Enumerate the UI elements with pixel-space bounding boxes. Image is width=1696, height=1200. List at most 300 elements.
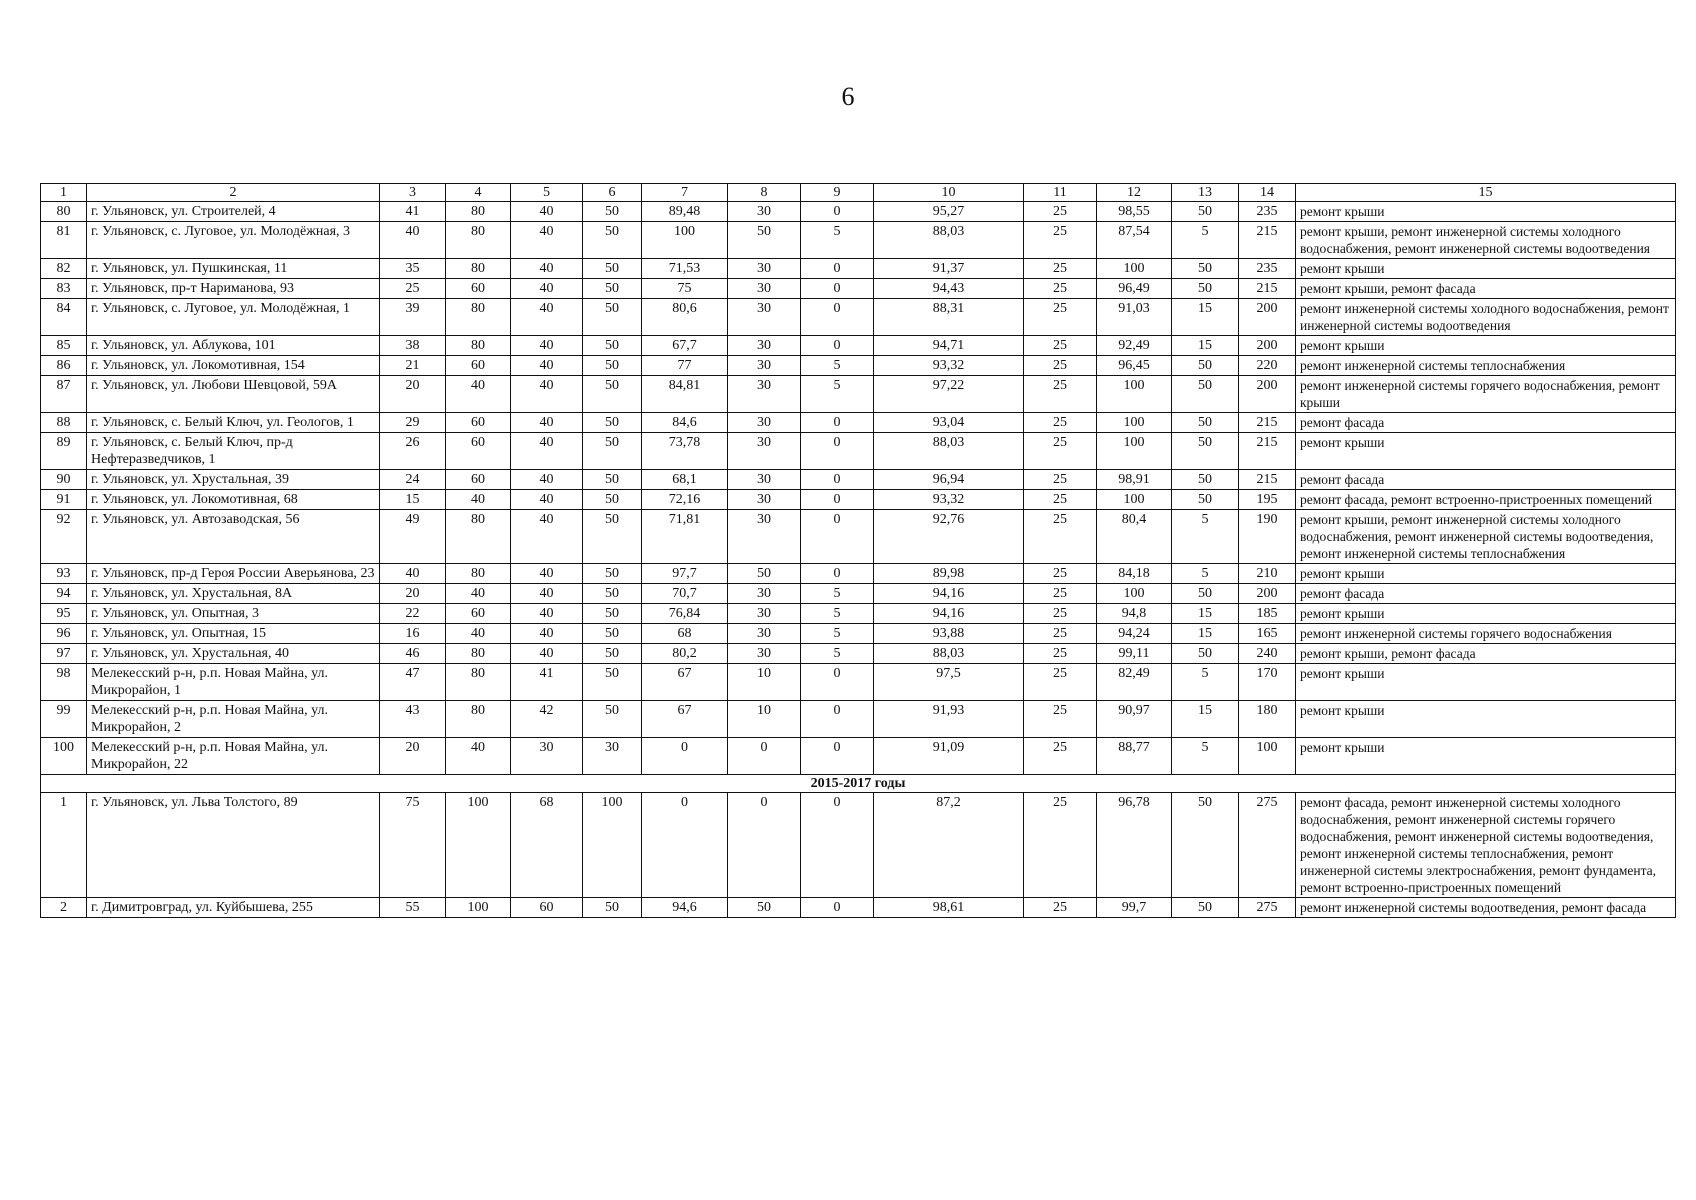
row-number-cell: 85: [41, 336, 87, 356]
value-cell: 100: [446, 898, 511, 918]
value-cell: 72,16: [642, 490, 728, 510]
address-cell: г. Ульяновск, с. Луговое, ул. Молодёжная, 3: [87, 222, 380, 259]
value-cell: 40: [511, 413, 583, 433]
value-cell: 275: [1239, 793, 1296, 898]
value-cell: 15: [1172, 336, 1239, 356]
value-cell: 76,84: [642, 604, 728, 624]
value-cell: 25: [1024, 510, 1097, 564]
value-cell: 50: [583, 279, 642, 299]
value-cell: 0: [728, 793, 801, 898]
value-cell: 5: [801, 624, 874, 644]
value-cell: 0: [801, 470, 874, 490]
value-cell: 50: [1172, 356, 1239, 376]
works-cell: ремонт крыши: [1296, 259, 1676, 279]
value-cell: 235: [1239, 259, 1296, 279]
value-cell: 0: [801, 510, 874, 564]
value-cell: 40: [511, 470, 583, 490]
value-cell: 87,54: [1097, 222, 1172, 259]
value-cell: 16: [380, 624, 446, 644]
address-cell: г. Ульяновск, ул. Аблукова, 101: [87, 336, 380, 356]
value-cell: 89,48: [642, 202, 728, 222]
value-cell: 68,1: [642, 470, 728, 490]
value-cell: 215: [1239, 413, 1296, 433]
value-cell: 40: [511, 604, 583, 624]
value-cell: 70,7: [642, 584, 728, 604]
value-cell: 35: [380, 259, 446, 279]
value-cell: 22: [380, 604, 446, 624]
value-cell: 25: [1024, 564, 1097, 584]
value-cell: 25: [1024, 279, 1097, 299]
value-cell: 25: [1024, 898, 1097, 918]
row-number-cell: 95: [41, 604, 87, 624]
table-row: [41, 490, 1676, 510]
works-cell: ремонт инженерной системы холодного водоснабжения, ремонт инженерной системы водоотведения: [1296, 299, 1676, 336]
value-cell: 165: [1239, 624, 1296, 644]
value-cell: 0: [801, 738, 874, 775]
column-header: 10: [874, 184, 1024, 202]
row-number-cell: 99: [41, 701, 87, 738]
value-cell: 67,7: [642, 336, 728, 356]
value-cell: 200: [1239, 584, 1296, 604]
table-row: [41, 259, 1676, 279]
value-cell: 60: [446, 279, 511, 299]
value-cell: 5: [1172, 510, 1239, 564]
works-cell: ремонт крыши, ремонт фасада: [1296, 644, 1676, 664]
value-cell: 93,32: [874, 356, 1024, 376]
row-number-cell: 93: [41, 564, 87, 584]
value-cell: 80: [446, 299, 511, 336]
value-cell: 80,6: [642, 299, 728, 336]
value-cell: 60: [446, 356, 511, 376]
value-cell: 25: [380, 279, 446, 299]
row-number-cell: 90: [41, 470, 87, 490]
value-cell: 55: [380, 898, 446, 918]
value-cell: 40: [446, 584, 511, 604]
value-cell: 91,09: [874, 738, 1024, 775]
value-cell: 50: [583, 644, 642, 664]
value-cell: 10: [728, 701, 801, 738]
value-cell: 82,49: [1097, 664, 1172, 701]
value-cell: 0: [801, 664, 874, 701]
value-cell: 15: [1172, 604, 1239, 624]
value-cell: 50: [1172, 898, 1239, 918]
value-cell: 26: [380, 433, 446, 470]
value-cell: 80,4: [1097, 510, 1172, 564]
value-cell: 30: [511, 738, 583, 775]
row-number-cell: 97: [41, 644, 87, 664]
value-cell: 0: [728, 738, 801, 775]
value-cell: 88,03: [874, 644, 1024, 664]
section-label: 2015-2017 годы: [41, 775, 1676, 793]
value-cell: 5: [1172, 738, 1239, 775]
value-cell: 215: [1239, 470, 1296, 490]
value-cell: 50: [583, 564, 642, 584]
value-cell: 10: [728, 664, 801, 701]
value-cell: 0: [801, 299, 874, 336]
value-cell: 71,81: [642, 510, 728, 564]
value-cell: 30: [728, 644, 801, 664]
address-cell: г. Ульяновск, ул. Пушкинская, 11: [87, 259, 380, 279]
value-cell: 46: [380, 644, 446, 664]
value-cell: 15: [380, 490, 446, 510]
works-cell: ремонт крыши: [1296, 433, 1676, 470]
value-cell: 75: [380, 793, 446, 898]
value-cell: 75: [642, 279, 728, 299]
value-cell: 0: [801, 564, 874, 584]
table-row: [41, 510, 1676, 564]
row-number-cell: 82: [41, 259, 87, 279]
row-number-cell: 91: [41, 490, 87, 510]
row-number-cell: 87: [41, 376, 87, 413]
value-cell: 200: [1239, 376, 1296, 413]
value-cell: 39: [380, 299, 446, 336]
value-cell: 40: [446, 624, 511, 644]
value-cell: 5: [1172, 222, 1239, 259]
value-cell: 25: [1024, 470, 1097, 490]
value-cell: 25: [1024, 222, 1097, 259]
column-header: 3: [380, 184, 446, 202]
value-cell: 50: [1172, 433, 1239, 470]
works-cell: ремонт инженерной системы горячего водоснабжения: [1296, 624, 1676, 644]
value-cell: 93,88: [874, 624, 1024, 644]
value-cell: 96,78: [1097, 793, 1172, 898]
table-row: [41, 299, 1676, 336]
value-cell: 49: [380, 510, 446, 564]
value-cell: 50: [583, 490, 642, 510]
value-cell: 30: [728, 299, 801, 336]
value-cell: 0: [642, 793, 728, 898]
value-cell: 5: [801, 376, 874, 413]
value-cell: 43: [380, 701, 446, 738]
value-cell: 25: [1024, 336, 1097, 356]
value-cell: 20: [380, 376, 446, 413]
works-cell: ремонт фасада, ремонт инженерной системы холодного водоснабжения, ремонт инженерной системы горячего водоснабжения, ремонт инженерной системы водоотведения, ремонт инженерной системы теплоснабжения, ремонт инженерной системы электроснабжения, ремонт фундамента, ремонт встроенно-пристроенных помещений: [1296, 793, 1676, 898]
value-cell: 25: [1024, 624, 1097, 644]
value-cell: 40: [511, 564, 583, 584]
value-cell: 60: [511, 898, 583, 918]
value-cell: 94,16: [874, 584, 1024, 604]
value-cell: 21: [380, 356, 446, 376]
value-cell: 25: [1024, 701, 1097, 738]
value-cell: 80: [446, 644, 511, 664]
value-cell: 275: [1239, 898, 1296, 918]
value-cell: 47: [380, 664, 446, 701]
value-cell: 220: [1239, 356, 1296, 376]
value-cell: 40: [380, 564, 446, 584]
table-row: [41, 470, 1676, 490]
data-table-container: [40, 183, 1669, 918]
column-header: 2: [87, 184, 380, 202]
value-cell: 84,6: [642, 413, 728, 433]
value-cell: 40: [511, 490, 583, 510]
value-cell: 77: [642, 356, 728, 376]
works-cell: ремонт крыши: [1296, 738, 1676, 775]
value-cell: 25: [1024, 413, 1097, 433]
value-cell: 87,2: [874, 793, 1024, 898]
value-cell: 97,22: [874, 376, 1024, 413]
value-cell: 80: [446, 336, 511, 356]
address-cell: г. Ульяновск, с. Белый Ключ, пр-д Нефтеразведчиков, 1: [87, 433, 380, 470]
value-cell: 5: [801, 222, 874, 259]
table-row: [41, 664, 1676, 701]
value-cell: 0: [801, 413, 874, 433]
value-cell: 50: [583, 470, 642, 490]
value-cell: 20: [380, 584, 446, 604]
column-header: 5: [511, 184, 583, 202]
works-cell: ремонт крыши: [1296, 202, 1676, 222]
address-cell: г. Ульяновск, ул. Строителей, 4: [87, 202, 380, 222]
address-cell: г. Ульяновск, ул. Хрустальная, 39: [87, 470, 380, 490]
value-cell: 41: [511, 664, 583, 701]
value-cell: 50: [1172, 376, 1239, 413]
value-cell: 50: [583, 376, 642, 413]
value-cell: 80: [446, 222, 511, 259]
value-cell: 210: [1239, 564, 1296, 584]
value-cell: 50: [583, 222, 642, 259]
value-cell: 92,49: [1097, 336, 1172, 356]
value-cell: 100: [1097, 433, 1172, 470]
value-cell: 92,76: [874, 510, 1024, 564]
value-cell: 25: [1024, 376, 1097, 413]
column-header: 11: [1024, 184, 1097, 202]
value-cell: 15: [1172, 624, 1239, 644]
value-cell: 40: [446, 376, 511, 413]
row-number-cell: 1: [41, 793, 87, 898]
address-cell: Мелекесский р-н, р.п. Новая Майна, ул. Микрорайон, 2: [87, 701, 380, 738]
table-body: [41, 202, 1676, 918]
value-cell: 88,03: [874, 433, 1024, 470]
value-cell: 30: [728, 356, 801, 376]
value-cell: 94,43: [874, 279, 1024, 299]
column-header: 9: [801, 184, 874, 202]
value-cell: 0: [801, 433, 874, 470]
works-cell: ремонт фасада: [1296, 413, 1676, 433]
value-cell: 40: [511, 376, 583, 413]
table-row: [41, 624, 1676, 644]
works-cell: ремонт крыши, ремонт инженерной системы холодного водоснабжения, ремонт инженерной системы водоотведения, ремонт инженерной системы теплоснабжения: [1296, 510, 1676, 564]
table-row: [41, 701, 1676, 738]
table-row: [41, 564, 1676, 584]
value-cell: 30: [728, 470, 801, 490]
value-cell: 100: [1097, 413, 1172, 433]
value-cell: 60: [446, 433, 511, 470]
value-cell: 25: [1024, 584, 1097, 604]
value-cell: 97,7: [642, 564, 728, 584]
value-cell: 30: [728, 604, 801, 624]
value-cell: 100: [1097, 584, 1172, 604]
value-cell: 68: [642, 624, 728, 644]
value-cell: 30: [728, 376, 801, 413]
value-cell: 50: [583, 356, 642, 376]
value-cell: 40: [511, 356, 583, 376]
value-cell: 88,77: [1097, 738, 1172, 775]
column-header: 13: [1172, 184, 1239, 202]
works-cell: ремонт инженерной системы горячего водоснабжения, ремонт крыши: [1296, 376, 1676, 413]
value-cell: 50: [1172, 413, 1239, 433]
value-cell: 80: [446, 664, 511, 701]
value-cell: 94,8: [1097, 604, 1172, 624]
value-cell: 100: [1097, 259, 1172, 279]
value-cell: 91,93: [874, 701, 1024, 738]
value-cell: 25: [1024, 299, 1097, 336]
value-cell: 98,55: [1097, 202, 1172, 222]
column-header: 15: [1296, 184, 1676, 202]
value-cell: 50: [583, 701, 642, 738]
table-row: [41, 376, 1676, 413]
value-cell: 99,11: [1097, 644, 1172, 664]
table-row: [41, 793, 1676, 898]
value-cell: 5: [1172, 664, 1239, 701]
value-cell: 15: [1172, 701, 1239, 738]
value-cell: 25: [1024, 738, 1097, 775]
column-number-row: [41, 184, 1676, 202]
address-cell: г. Ульяновск, ул. Локомотивная, 154: [87, 356, 380, 376]
works-cell: ремонт крыши, ремонт инженерной системы холодного водоснабжения, ремонт инженерной системы водоотведения: [1296, 222, 1676, 259]
value-cell: 25: [1024, 490, 1097, 510]
value-cell: 50: [1172, 584, 1239, 604]
column-header: 12: [1097, 184, 1172, 202]
value-cell: 40: [446, 738, 511, 775]
value-cell: 100: [1239, 738, 1296, 775]
table-row: [41, 738, 1676, 775]
value-cell: 98,91: [1097, 470, 1172, 490]
value-cell: 50: [583, 433, 642, 470]
value-cell: 50: [728, 898, 801, 918]
works-cell: ремонт фасада: [1296, 470, 1676, 490]
value-cell: 5: [801, 644, 874, 664]
value-cell: 98,61: [874, 898, 1024, 918]
row-number-cell: 81: [41, 222, 87, 259]
row-number-cell: 83: [41, 279, 87, 299]
value-cell: 40: [511, 584, 583, 604]
data-table: [40, 183, 1676, 918]
row-number-cell: 2: [41, 898, 87, 918]
value-cell: 84,81: [642, 376, 728, 413]
value-cell: 50: [1172, 259, 1239, 279]
value-cell: 41: [380, 202, 446, 222]
address-cell: г. Ульяновск, с. Белый Ключ, ул. Геологов, 1: [87, 413, 380, 433]
section-row: [41, 775, 1676, 793]
value-cell: 0: [642, 738, 728, 775]
value-cell: 50: [583, 413, 642, 433]
address-cell: г. Ульяновск, пр-д Героя России Аверьянова, 23: [87, 564, 380, 584]
value-cell: 96,49: [1097, 279, 1172, 299]
value-cell: 68: [511, 793, 583, 898]
value-cell: 50: [583, 510, 642, 564]
value-cell: 67: [642, 701, 728, 738]
value-cell: 200: [1239, 336, 1296, 356]
value-cell: 50: [583, 604, 642, 624]
address-cell: Мелекесский р-н, р.п. Новая Майна, ул. Микрорайон, 1: [87, 664, 380, 701]
value-cell: 80,2: [642, 644, 728, 664]
value-cell: 100: [1097, 490, 1172, 510]
column-header: 4: [446, 184, 511, 202]
column-header: 1: [41, 184, 87, 202]
value-cell: 96,94: [874, 470, 1024, 490]
row-number-cell: 86: [41, 356, 87, 376]
address-cell: г. Ульяновск, с. Луговое, ул. Молодёжная, 1: [87, 299, 380, 336]
value-cell: 40: [446, 490, 511, 510]
works-cell: ремонт фасада: [1296, 584, 1676, 604]
value-cell: 30: [728, 202, 801, 222]
row-number-cell: 84: [41, 299, 87, 336]
value-cell: 30: [728, 624, 801, 644]
value-cell: 30: [728, 413, 801, 433]
address-cell: г. Ульяновск, ул. Любови Шевцовой, 59А: [87, 376, 380, 413]
value-cell: 20: [380, 738, 446, 775]
value-cell: 80: [446, 701, 511, 738]
value-cell: 15: [1172, 299, 1239, 336]
table-row: [41, 279, 1676, 299]
value-cell: 99,7: [1097, 898, 1172, 918]
value-cell: 100: [1097, 376, 1172, 413]
works-cell: ремонт крыши: [1296, 564, 1676, 584]
value-cell: 93,04: [874, 413, 1024, 433]
value-cell: 30: [728, 279, 801, 299]
address-cell: г. Ульяновск, ул. Льва Толстого, 89: [87, 793, 380, 898]
value-cell: 40: [511, 259, 583, 279]
works-cell: ремонт крыши: [1296, 664, 1676, 701]
value-cell: 0: [801, 793, 874, 898]
row-number-cell: 98: [41, 664, 87, 701]
works-cell: ремонт крыши, ремонт фасада: [1296, 279, 1676, 299]
address-cell: Мелекесский р-н, р.п. Новая Майна, ул. Микрорайон, 22: [87, 738, 380, 775]
table-row: [41, 584, 1676, 604]
value-cell: 50: [1172, 490, 1239, 510]
table-row: [41, 202, 1676, 222]
value-cell: 40: [511, 336, 583, 356]
table-row: [41, 356, 1676, 376]
value-cell: 40: [380, 222, 446, 259]
address-cell: г. Ульяновск, ул. Локомотивная, 68: [87, 490, 380, 510]
row-number-cell: 94: [41, 584, 87, 604]
row-number-cell: 88: [41, 413, 87, 433]
value-cell: 30: [728, 510, 801, 564]
value-cell: 215: [1239, 433, 1296, 470]
value-cell: 215: [1239, 279, 1296, 299]
value-cell: 40: [511, 279, 583, 299]
value-cell: 25: [1024, 202, 1097, 222]
value-cell: 90,97: [1097, 701, 1172, 738]
value-cell: 91,03: [1097, 299, 1172, 336]
works-cell: ремонт крыши: [1296, 701, 1676, 738]
row-number-cell: 80: [41, 202, 87, 222]
value-cell: 25: [1024, 259, 1097, 279]
value-cell: 29: [380, 413, 446, 433]
value-cell: 50: [1172, 793, 1239, 898]
value-cell: 97,5: [874, 664, 1024, 701]
value-cell: 50: [1172, 202, 1239, 222]
address-cell: г. Ульяновск, пр-т Нариманова, 93: [87, 279, 380, 299]
works-cell: ремонт фасада, ремонт встроенно-пристроенных помещений: [1296, 490, 1676, 510]
value-cell: 5: [801, 604, 874, 624]
value-cell: 25: [1024, 604, 1097, 624]
value-cell: 30: [728, 259, 801, 279]
value-cell: 60: [446, 470, 511, 490]
table-row: [41, 222, 1676, 259]
column-header: 6: [583, 184, 642, 202]
table-row: [41, 433, 1676, 470]
address-cell: г. Димитровград, ул. Куйбышева, 255: [87, 898, 380, 918]
value-cell: 50: [583, 664, 642, 701]
value-cell: 80: [446, 510, 511, 564]
value-cell: 0: [801, 259, 874, 279]
value-cell: 24: [380, 470, 446, 490]
value-cell: 94,6: [642, 898, 728, 918]
value-cell: 215: [1239, 222, 1296, 259]
page-number: 6: [841, 82, 855, 111]
value-cell: 0: [801, 336, 874, 356]
